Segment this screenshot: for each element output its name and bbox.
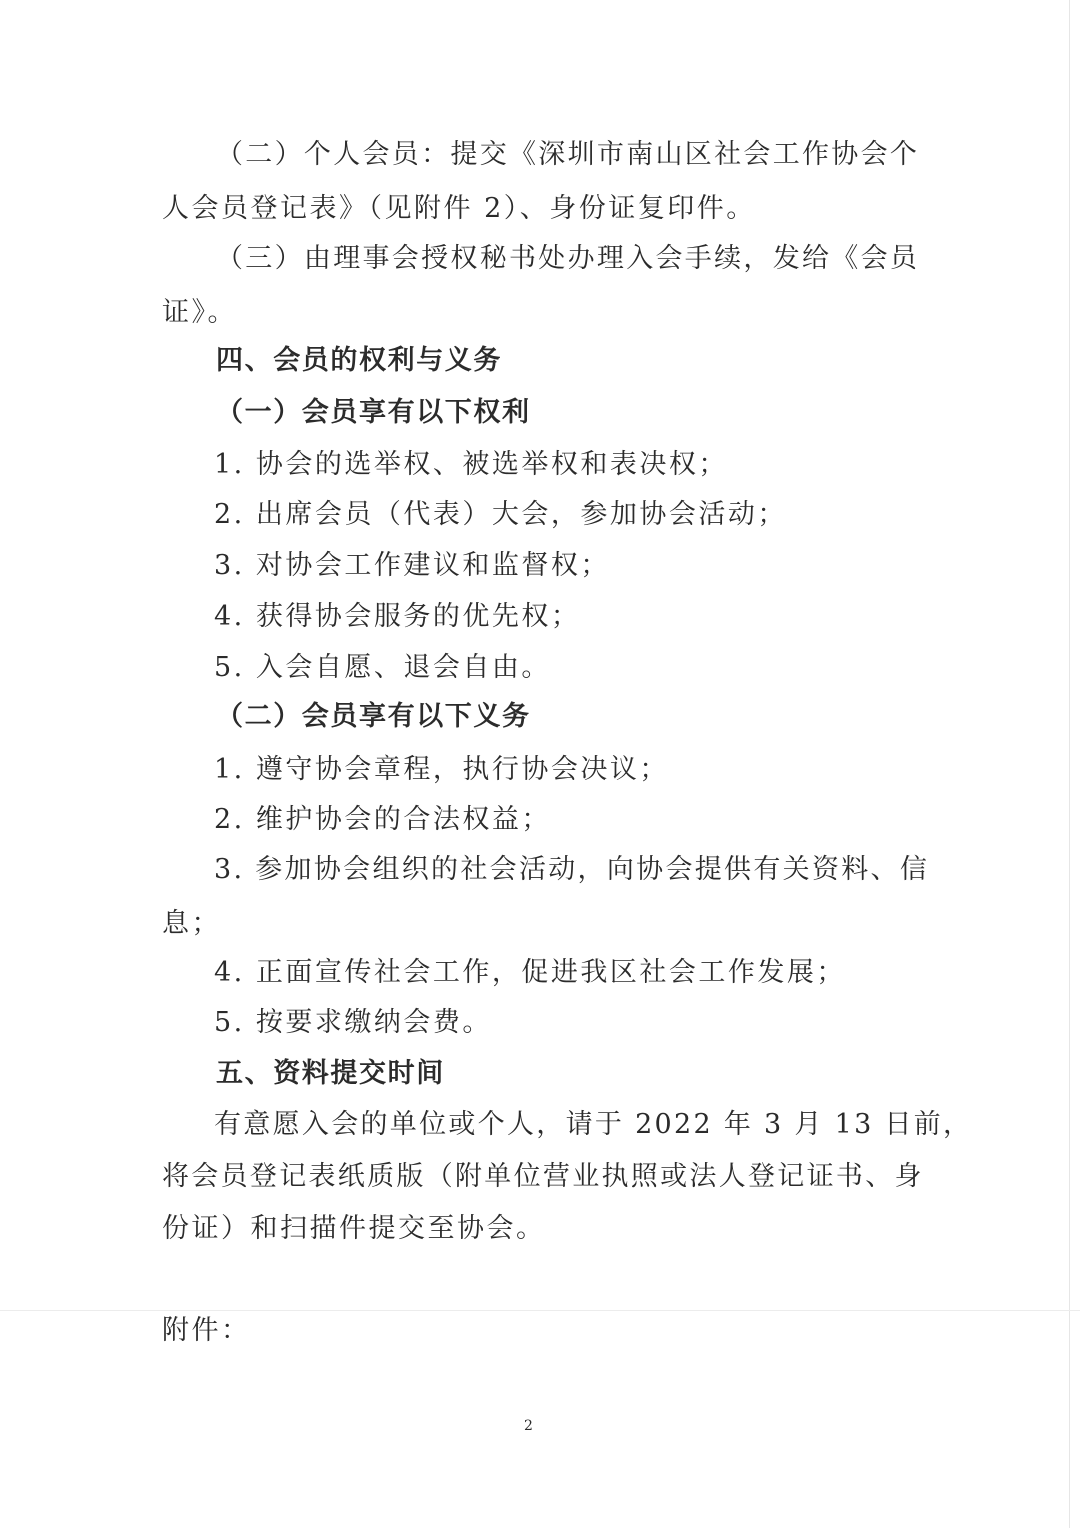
list-item: 2. 维护协会的合法权益； [214, 804, 551, 835]
section-heading: 五、资料提交时间 [216, 1058, 445, 1089]
list-item: 4. 获得协会服务的优先权； [214, 601, 581, 632]
list-item: 1. 遵守协会章程，执行协会决议； [214, 754, 669, 785]
paragraph-line: 有意愿入会的单位或个人，请于 2022 年 3 月 13 日前， [214, 1109, 973, 1140]
attachment-label: 附件： [162, 1315, 251, 1346]
list-item: 2. 出席会员（代表）大会，参加协会活动； [214, 499, 787, 530]
subsection-heading: （二）会员享有以下义务 [216, 701, 531, 732]
list-item: 3. 参加协会组织的社会活动，向协会提供有关资料、信 [214, 854, 930, 885]
paragraph-line: 证》。 [162, 297, 237, 328]
list-item: 3. 对协会工作建议和监督权； [214, 550, 610, 581]
section-heading: 四、会员的权利与义务 [216, 345, 502, 376]
paragraph-line: 份证）和扫描件提交至协会。 [162, 1213, 546, 1244]
list-item: 5. 按要求缴纳会费。 [214, 1007, 492, 1038]
paragraph-line: 人会员登记表》（见附件 2）、身份证复印件。 [162, 193, 756, 224]
paragraph-line: （三）由理事会授权秘书处办理入会手续，发给《会员 [216, 243, 920, 274]
page-number: 2 [524, 1418, 533, 1434]
subsection-heading: （一）会员享有以下权利 [216, 397, 531, 428]
paragraph-line: 将会员登记表纸质版（附单位营业执照或法人登记证书、身 [162, 1161, 924, 1192]
list-item-continuation: 息； [162, 908, 221, 939]
scan-divider-line [0, 1310, 1080, 1311]
paragraph-line: （二）个人会员：提交《深圳市南山区社会工作协会个 [216, 139, 920, 170]
list-item: 4. 正面宣传社会工作，促进我区社会工作发展； [214, 957, 846, 988]
list-item: 1. 协会的选举权、被选举权和表决权； [214, 449, 728, 480]
scan-edge-line [1069, 0, 1070, 1528]
list-item: 5. 入会自愿、退会自由。 [214, 652, 551, 683]
